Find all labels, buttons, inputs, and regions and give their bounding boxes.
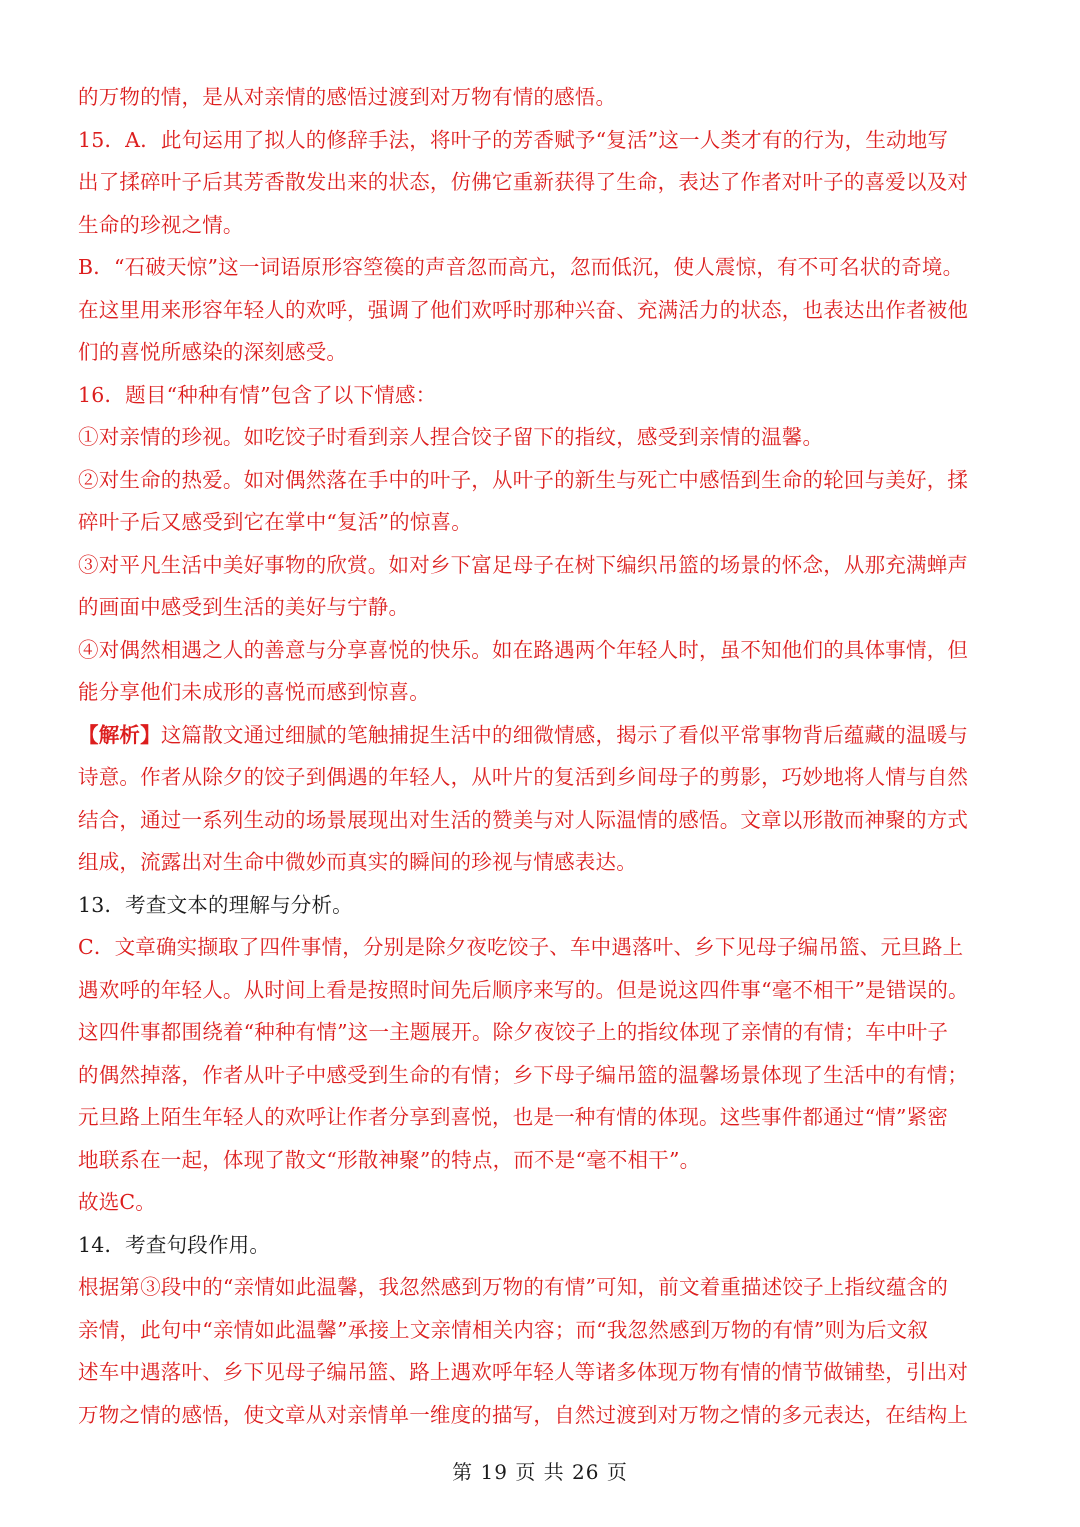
text-line: 的偶然掉落，作者从叶子中感受到生命的有情；乡下母子编吊篮的温馨场景体现了生活中的有情； bbox=[78, 1062, 969, 1087]
text-line: 的画面中感受到生活的美好与宁静。 bbox=[78, 595, 410, 619]
text-line: 能分享他们未成形的喜悦而感到惊喜。 bbox=[78, 680, 430, 704]
page-content bbox=[78, 76, 1006, 1436]
answer-15-line: 15．A．此句运用了拟人的修辞手法，将叶子的芳香赋予“复活”这一人类才有的行为，生动地写 bbox=[78, 127, 949, 152]
text-line: ②对生命的热爱。如对偶然落在手中的叶子，从叶子的新生与死亡中感悟到生命的轮回与美好，揉 bbox=[78, 467, 969, 492]
question-14-heading: 14．考查句段作用。 bbox=[78, 1232, 271, 1257]
text-line: 亲情，此句中“亲情如此温馨”承接上文亲情相关内容；而“我忽然感到万物的有情”则为后文叙 bbox=[78, 1317, 929, 1342]
text-line: 这四件事都围绕着“种种有情”这一主题展开。除夕夜饺子上的指纹体现了亲情的有情；车中叶子 bbox=[78, 1020, 949, 1044]
text-line: 的万物的情，是从对亲情的感悟过渡到对万物有情的感悟。 bbox=[78, 85, 617, 109]
text-line: C．文章确实撷取了四件事情，分别是除夕夜吃饺子、车中遇落叶、乡下见母子编吊篮、元旦路上 bbox=[78, 935, 964, 959]
text-line: ①对亲情的珍视。如吃饺子时看到亲人捏合饺子留下的指纹，感受到亲情的温馨。 bbox=[78, 425, 824, 449]
text-line: 述车中遇落叶、乡下见母子编吊篮、路上遇欢呼年轻人等诸多体现万物有情的情节做铺垫，引出对 bbox=[78, 1360, 969, 1384]
text-line: 在这里用来形容年轻人的欢呼，强调了他们欢呼时那种兴奋、充满活力的状态，也表达出作者被他 bbox=[78, 297, 969, 322]
text-line: 地联系在一起，体现了散文“形散神聚”的特点，而不是“毫不相干”。 bbox=[78, 1147, 701, 1172]
text-line: 根据第③段中的“亲情如此温馨，我忽然感到万物的有情”可知，前文着重描述饺子上指纹蕴含的 bbox=[78, 1275, 949, 1299]
text-line: ③对平凡生活中美好事物的欣赏。如对乡下富足母子在树下编织吊篮的场景的怀念，从那充满蝉声 bbox=[78, 552, 969, 577]
answer-choice: 故选C。 bbox=[78, 1190, 156, 1214]
analysis-text: 这篇散文通过细腻的笔触捕捉生活中的细微情感，揭示了看似平常事物背后蕴藏的温暖与 bbox=[160, 722, 969, 747]
text-line: ④对偶然相遇之人的善意与分享喜悦的快乐。如在路遇两个年轻人时，虽不知他们的具体事情，但 bbox=[78, 637, 969, 662]
text-line: 组成，流露出对生命中微妙而真实的瞬间的珍视与情感表达。 bbox=[78, 850, 637, 874]
text-line: 诗意。作者从除夕的饺子到偶遇的年轻人，从叶片的复活到乡间母子的剪影，巧妙地将人情与自然 bbox=[78, 765, 969, 789]
text-line: 结合，通过一系列生动的场景展现出对生活的赞美与对人际温情的感悟。文章以形散而神聚的方式 bbox=[78, 807, 969, 832]
text-line: 生命的珍视之情。 bbox=[78, 212, 244, 237]
text-line: 碎叶子后又感受到它在掌中“复活”的惊喜。 bbox=[78, 510, 472, 534]
answer-16-line: 16．题目“种种有情”包含了以下情感： bbox=[78, 382, 437, 407]
analysis-line bbox=[78, 714, 1006, 757]
text-line: 元旦路上陌生年轻人的欢呼让作者分享到喜悦，也是一种有情的体现。这些事件都通过“情”紧密 bbox=[78, 1105, 949, 1129]
text-line: B．“石破天惊”这一词语原形容箜篌的声音忽而高亢，忽而低沉，使人震惊，有不可名状的奇境。 bbox=[78, 255, 964, 279]
text-line: 们的喜悦所感染的深刻感受。 bbox=[78, 340, 348, 364]
analysis-tag: 【解析】 bbox=[78, 722, 161, 747]
text-line: 万物之情的感悟，使文章从对亲情单一维度的描写，自然过渡到对万物之情的多元表达，在结构上 bbox=[78, 1402, 969, 1427]
text-line: 遇欢呼的年轻人。从时间上看是按照时间先后顺序来写的。但是说这四件事“毫不相干”是错误的。 bbox=[78, 977, 969, 1002]
text-line: 出了揉碎叶子后其芳香散发出来的状态，仿佛它重新获得了生命，表达了作者对叶子的喜爱以及对 bbox=[78, 170, 969, 194]
question-13-heading: 13．考查文本的理解与分析。 bbox=[78, 892, 353, 917]
page-number: 第 19 页 共 26 页 bbox=[452, 1460, 628, 1484]
